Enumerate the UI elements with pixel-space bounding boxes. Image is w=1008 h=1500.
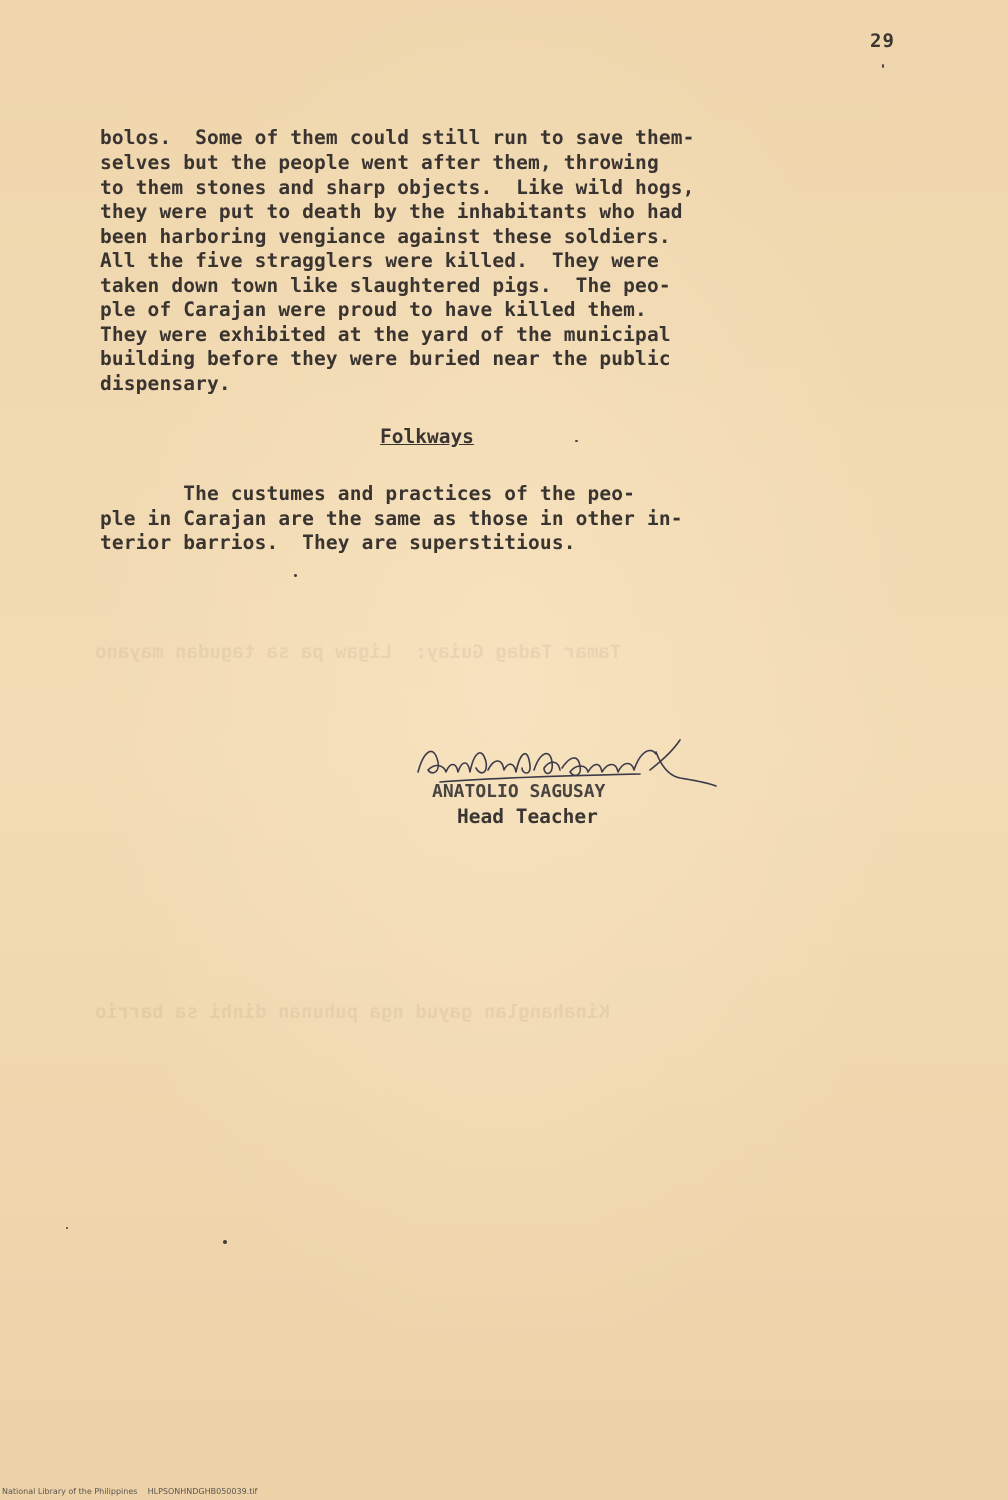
scan-footer: National Library of the Philippines HLPSONHNDGHB050039.tif: [2, 1487, 258, 1496]
body-line: ple in Carajan are the same as those in other in-: [100, 507, 683, 530]
bleed-through-text: Kinahanglan gayud nga puhunan dinhi sa barrio: [95, 1001, 610, 1023]
body-line: ple of Carajan were proud to have killed them.: [100, 298, 647, 321]
ink-speck: [66, 1227, 68, 1229]
ink-speck: [882, 64, 884, 68]
body-line: to them stones and sharp objects. Like wild hogs,: [100, 176, 695, 199]
signer-title: Head Teacher: [457, 805, 598, 828]
body-line: selves but the people went after them, throwing: [100, 151, 659, 174]
bleed-through-text: Tamar Tadag Guiay: Ligaw pa sa tagudan mayano: [95, 641, 622, 663]
page-number: 29: [870, 30, 895, 52]
ink-speck: [294, 574, 297, 577]
body-line: They were exhibited at the yard of the municipal: [100, 323, 671, 346]
ink-speck: [223, 1240, 227, 1244]
body-line: building before they were buried near the public: [100, 347, 671, 370]
body-line: dispensary.: [100, 372, 231, 395]
body-line: they were put to death by the inhabitants who had: [100, 200, 683, 223]
signer-name: ANATOLIO SAGUSAY: [432, 781, 606, 802]
body-line: terior barrios. They are superstitious.: [100, 531, 576, 554]
ink-speck: [575, 440, 578, 442]
body-line: taken down town like slaughtered pigs. The peo-: [100, 274, 671, 297]
body-line: bolos. Some of them could still run to save them-: [100, 126, 695, 149]
section-heading: Folkways: [380, 425, 474, 448]
body-line: The custumes and practices of the peo-: [100, 482, 636, 505]
body-line: All the five stragglers were killed. They were: [100, 249, 659, 272]
body-line: been harboring vengiance against these soldiers.: [100, 225, 671, 248]
